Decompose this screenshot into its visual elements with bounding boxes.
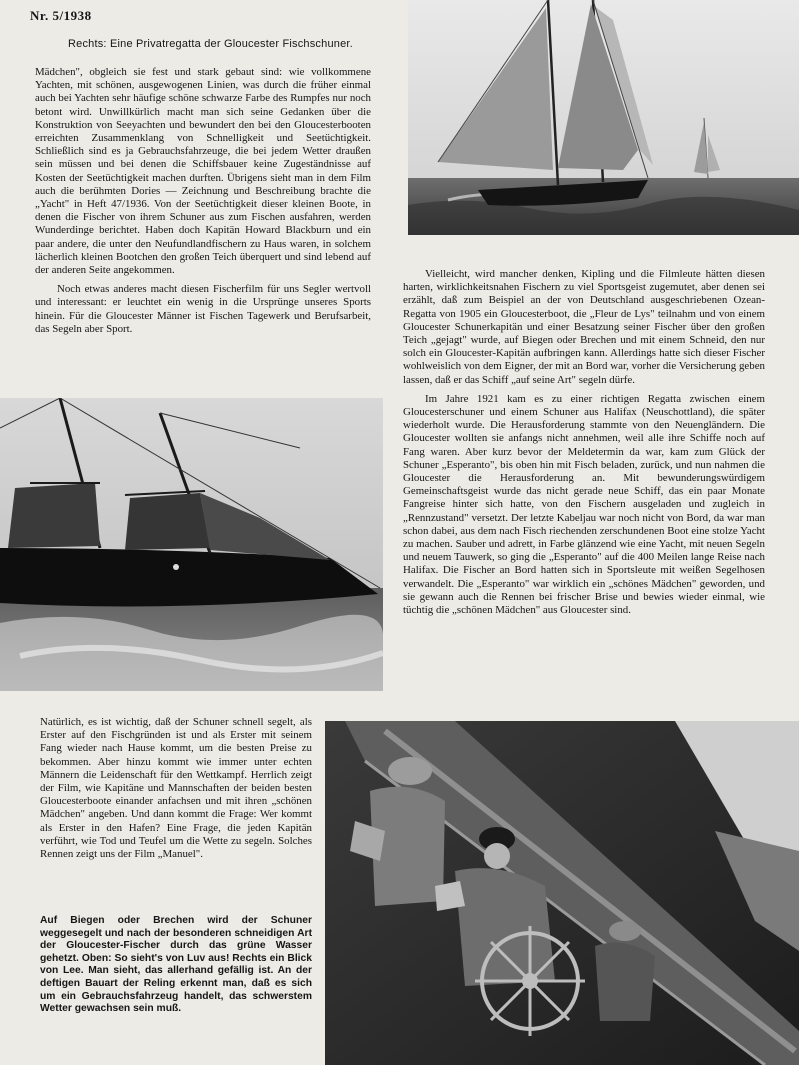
left-column-top-text: [35, 66, 371, 336]
right-column-text: [403, 268, 765, 617]
left-column-bottom-text: [40, 716, 312, 861]
caption-text: Auf Biegen oder Brechen wird der Schuner weggesegelt und nach der besonderen schneidigen Art der Gloucester-Fischer durch das grüne Wasser gehetzt. Oben: So sieht's von Luv aus! Rechts ein Blick von Lee. Man sieht, das allerhand gefällig ist. An der deftigen Bauart der Reling erkennt man, daß es sich um ein Gebrauchsfahrzeug handelt, das schwerstem Wetter gewachsen sein muß.: [40, 915, 312, 1015]
paragraph: Natürlich, es ist wichtig, daß der Schuner schnell segelt, als Erster auf den Fischgründen ist und als Erster mit seinem Fang wieder nach Hause kommt, um die besten Preise zu bekommen. Aber hinzu kommt wie immer unter echten Männern die Leidenschaft für den Wettkampf. Herrlich zeigt der Film, wie Kapitäne und Mannschaften der beiden besten Gloucesterboote einander anfachsen und mit ihren „schönen Mädchen" angeben. Und dann kommt die Frage: Wer kommt als Erster in den Hafen? Eine Frage, die jeden Kapitän verführt, wie Tod und Teufel um die Wette zu segeln. Solches Rennen zeigt uns der Film „Manuel".: [40, 716, 312, 861]
paragraph: Noch etwas anderes macht diesen Fischerfilm für uns Segler wertvoll und interessant: er leuchtet ein wenig in die Ursprünge unseres Sports hinein. Für die Gloucester Männer ist Fischen Tagewerk und Berufsarbeit, das Segeln aber Sport.: [35, 283, 371, 335]
schooner-heeling-photo: [0, 398, 383, 691]
paragraph: Vielleicht, wird mancher denken, Kipling und die Filmleute hätten diesen harten, wirklichkeitsnahen Fischern zu viel Sportsgeist zugemutet, aber denen sei erzählt, daß zum Beispiel an der von Deutschland ausgeschriebenen Ozean-Regatta von 1905 ein Gloucesterboot, die „Fleur de Lys" teilnahm und von einem Gloucester Schunerkapitän und einer Besatzung seiner Fischer über den großen Teich „gejagt" wurde, auf Biegen oder Brechen und mit einem Schneid, den nur solch ein Gloucester-Kapitän aufbringen kann. Allerdings hatte sich dieser Fischer wohlweislich von dem Eigner, der mit an Bord war, vorher die Versicherung geben lassen, daß er das Schiff „auf seine Art" segeln dürfe.: [403, 268, 765, 386]
paragraph: Im Jahre 1921 kam es zu einer richtigen Regatta zwischen einem Gloucesterschuner und einem Schuner aus Halifax (Neuschottland), die später wiederholt wurde. Die Herausforderung stammte von den Neuengländern. Die Gloucester wollten sie anfangs nicht annehmen, weil alle ihre Schiffe noch auf Fang waren. Aber kurz bevor der Meldetermin da war, kam zum Glück der Schuner „Esperanto", bis oben hin mit Fisch beladen, zurück, und nun nahmen die Gloucester die Herausforderung an. Mit bewunderungswürdigem Gemeinschaftsgeist wurde das nicht gerade neue Schiff, das ein paar Monate Fangreise hinter sich hatte, von den Fischern ausgeladen und zugleich in „Rennzustand" versetzt. Der letzte Kabeljau war noch nicht von Bord, da war man schon dabei, aus dem nach Fisch riechenden zerschundenen Boot eine stolze Yacht zu machen. Sauber und adrett, in Farbe glänzend wie eine Yacht, mit neuen Segeln und neuem Tauwerk, so ging die „Esperanto" auf die 400 Meilen lange Reise nach Halifax. Die Fischer an Bord hatten sich in Sportsleute mit weißen Segelhosen verwandelt. Die „Esperanto" war wirklich ein „schönes Mädchen" geworden, und sie gewann auch die Rennen bei frischer Brise und bewies wieder einmal, wie tüchtig die „schönen Mädchen" aus Gloucester sind.: [403, 392, 765, 617]
issue-number: Nr. 5/1938: [30, 8, 92, 23]
crew-at-wheel-photo: [325, 721, 799, 1065]
bottom-photo-caption: [40, 915, 312, 1016]
paragraph: Mädchen", obgleich sie fest und stark gebaut sind: wie vollkommene Yachten, mit schönen, ausgewogenen Linien, was durch die früher einmal auch bei Yachten sehr häufige schöne schwarze Farbe des Rumpfes nur noch betont wird. Unwillkürlich macht man sich seine Gedanken über die Konstruktion von Seeyachten und bewundert den bei den Gloucesterbooten erreichten Zusammenklang von Schnelligkeit und Seetüchtigkeit. Schließlich sind es ja Gebrauchsfahrzeuge, die bei jedem Wetter draußen sein müssen und bei denen die Schiffsbauer keine Zugeständnisse auf Kosten der Seetüchtigkeit machen durften. Übrigens sieht man in dem Film auch die berühmten Dories — Zeichnung und Beschreibung brachte die „Yacht" in Heft 47/1936. Von der Seetüchtigkeit dieser kleinen Boote, in denen die Fischer von ihrem Schuner aus zum Fischen ausfahren, werden Wunderdinge berichtet. Haben doch Kapitän Howard Blackburn und ein paar andere, die unter den Neufundlandfischern zu Haus waren, in solchem lächerlich kleinen Bootchen den großen Teich überquert und sind lebend auf der anderen Seite angekommen.: [35, 66, 371, 277]
schooner-regatta-photo: [408, 0, 799, 235]
top-photo-caption: Rechts: Eine Privatregatta der Gloucester Fischschuner.: [68, 38, 353, 50]
